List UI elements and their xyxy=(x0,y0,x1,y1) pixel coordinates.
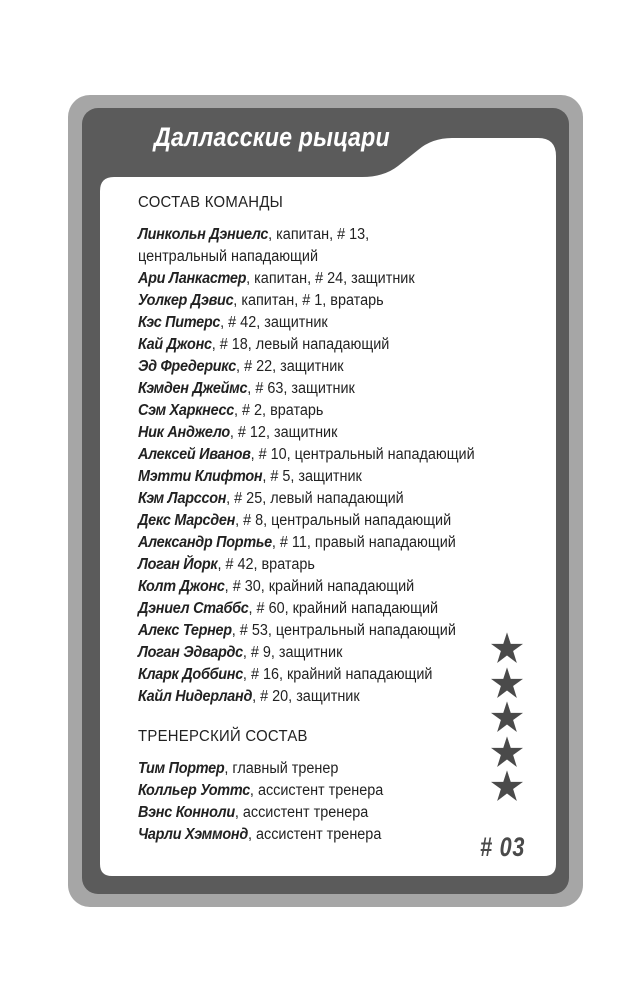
rating-stars xyxy=(490,631,526,804)
coach-row-name: Тим Портер xyxy=(138,760,225,777)
roster-heading: СОСТАВ КОМАНДЫ xyxy=(138,194,284,211)
coaches-heading: ТРЕНЕРСКИЙ СОСТАВ xyxy=(138,728,308,745)
roster-row xyxy=(138,576,464,598)
roster-row-details: , капитан, # 24, защитник xyxy=(246,270,415,287)
roster-row-name: Ник Анджело xyxy=(138,424,230,441)
roster-row-name: Мэтти Клифтон xyxy=(138,468,263,485)
roster-row-details: , # 8, центральный нападающий xyxy=(235,512,452,529)
star-icon xyxy=(490,666,524,700)
roster-row xyxy=(138,532,464,554)
roster-row-details: , # 5, защитник xyxy=(262,468,362,485)
coach-row xyxy=(138,802,464,824)
roster-row-name: Кэмден Джеймс xyxy=(138,380,248,397)
card-content xyxy=(138,190,488,846)
roster-row xyxy=(138,598,464,620)
roster-row-name: Декс Марсден xyxy=(138,512,236,529)
roster-row-details: , # 42, вратарь xyxy=(217,556,315,573)
roster-row xyxy=(138,400,464,422)
roster-row xyxy=(138,290,464,312)
roster-row-name: Кэм Ларссон xyxy=(138,490,227,507)
roster-row-details: , # 30, крайний нападающий xyxy=(224,578,415,595)
coach-row xyxy=(138,824,464,846)
roster-row xyxy=(138,510,464,532)
roster-row-details: , # 16, крайний нападающий xyxy=(242,666,433,683)
card-title: Далласские рыцари xyxy=(154,122,390,152)
card-number-badge: # 03 xyxy=(480,832,526,862)
roster-row xyxy=(138,554,464,576)
star-icon xyxy=(490,769,524,803)
roster-row-name: Эд Фредерикс xyxy=(138,358,237,375)
roster-row xyxy=(138,268,464,290)
roster-row-name: Колт Джонс xyxy=(138,578,225,595)
roster-row-name: Алексей Иванов xyxy=(138,446,251,463)
roster-row-details: , # 9, защитник xyxy=(242,644,343,661)
roster-row-details: , # 2, вратарь xyxy=(234,402,324,419)
roster-row-details: , # 12, защитник xyxy=(229,424,338,441)
roster-row-details: , # 18, левый нападающий xyxy=(211,336,390,353)
roster-row-details: , # 60, крайний нападающий xyxy=(248,600,439,617)
roster-row xyxy=(138,664,464,686)
coach-row-details: , ассистент тренера xyxy=(247,826,382,843)
roster-row-name: Кларк Доббинс xyxy=(138,666,243,683)
roster-row-name: Александр Портье xyxy=(138,534,272,551)
roster-row xyxy=(138,686,464,708)
roster-row-name: Кэс Питерс xyxy=(138,314,221,331)
roster-row-name: Кайл Нидерланд xyxy=(138,688,253,705)
roster-row-details: , # 63, защитник xyxy=(247,380,355,397)
roster-row-details: центральный нападающий xyxy=(138,248,319,265)
roster-row-details: , # 20, защитник xyxy=(252,688,360,705)
roster-row xyxy=(138,466,464,488)
coach-row xyxy=(138,780,464,802)
roster-row xyxy=(138,312,464,334)
coach-row-details: , ассистент тренера xyxy=(249,782,384,799)
roster-row-details: , капитан, # 13, xyxy=(268,226,370,243)
roster-row-name: Логан Йорк xyxy=(138,556,218,573)
roster-row xyxy=(138,642,464,664)
coaches-list xyxy=(138,758,488,846)
roster-row xyxy=(138,444,475,466)
roster-row-name: Дэниел Стаббс xyxy=(138,600,249,617)
roster-row-name: Уолкер Дэвис xyxy=(138,292,234,309)
roster-row-name: Алекс Тернер xyxy=(138,622,232,639)
roster-row-name: Сэм Харкнесс xyxy=(138,402,235,419)
roster-row-details: , # 25, левый нападающий xyxy=(226,490,404,507)
roster-row-name: Кай Джонс xyxy=(138,336,212,353)
coach-row-name: Колльер Уоттс xyxy=(138,782,250,799)
coach-row-details: , ассистент тренера xyxy=(234,804,369,821)
roster-row xyxy=(138,378,464,400)
roster-row-details: , # 11, правый нападающий xyxy=(271,534,456,551)
roster-row-details: , капитан, # 1, вратарь xyxy=(233,292,384,309)
coach-row-name: Вэнс Конноли xyxy=(138,804,235,821)
roster-row-name: Ари Ланкастер xyxy=(138,270,247,287)
roster-row-details: , # 53, центральный нападающий xyxy=(231,622,456,639)
roster-row-name: Линкольн Дэниелс xyxy=(138,226,269,243)
roster-row xyxy=(138,488,464,510)
roster-row xyxy=(138,422,464,444)
roster-row-details: , # 22, защитник xyxy=(236,358,344,375)
roster-row xyxy=(138,356,464,378)
roster-list xyxy=(138,224,488,708)
star-icon xyxy=(490,735,524,769)
roster-row xyxy=(138,224,464,246)
roster-row xyxy=(138,246,464,268)
star-icon xyxy=(490,631,524,665)
roster-row xyxy=(138,620,464,642)
roster-row xyxy=(138,334,464,356)
roster-row-details: , # 42, защитник xyxy=(220,314,328,331)
coach-row-name: Чарли Хэммонд xyxy=(138,826,248,843)
coach-row-details: , главный тренер xyxy=(224,760,339,777)
roster-row-name: Логан Эдвардс xyxy=(138,644,243,661)
star-icon xyxy=(490,700,524,734)
coach-row xyxy=(138,758,464,780)
roster-row-details: , # 10, центральный нападающий xyxy=(250,446,475,463)
